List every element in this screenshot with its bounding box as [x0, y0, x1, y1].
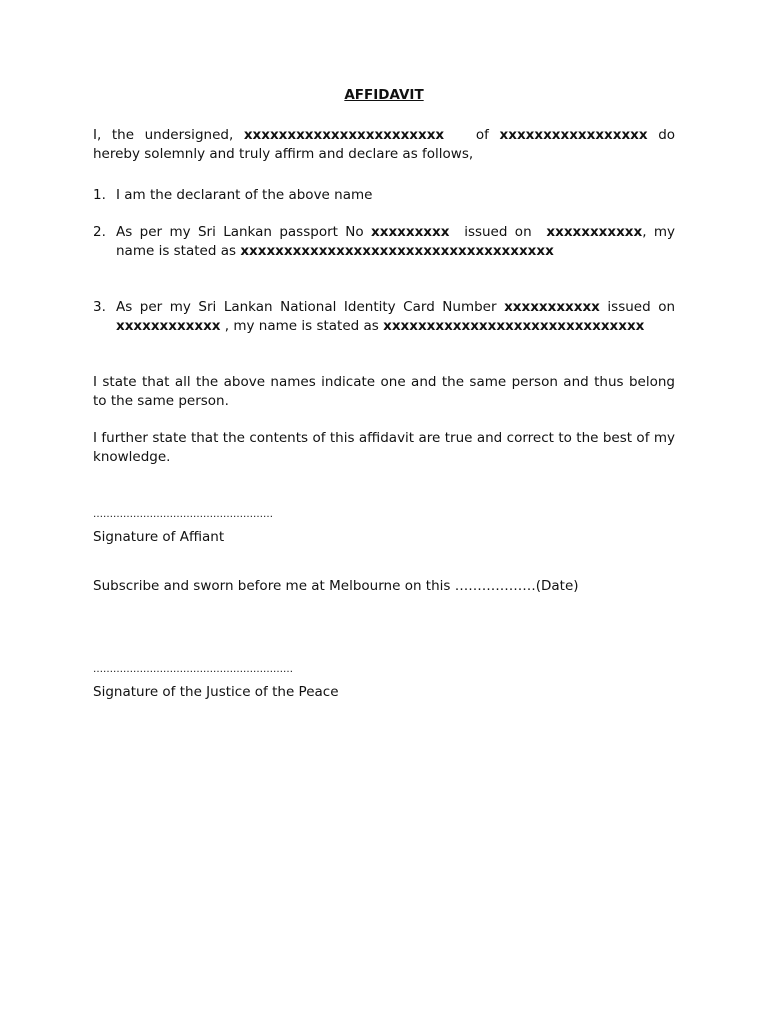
affiant-signature-label: Signature of Affiant — [93, 529, 225, 545]
jp-signature-label: Signature of the Justice of the Peace — [93, 684, 339, 700]
document-title: AFFIDAVIT — [344, 87, 424, 103]
item-text-a: As per my Sri Lankan National Identity Card Number — [116, 299, 497, 315]
declaration-item-1 — [93, 186, 675, 205]
item-text-c: , my name is stated as — [224, 318, 379, 334]
item-text-b: issued on — [464, 224, 532, 240]
intro-prefix: I, the undersigned, — [93, 127, 234, 143]
item-number: 2. — [93, 224, 106, 240]
jp-signature-line — [93, 659, 293, 679]
declaration-item-2 — [93, 223, 675, 261]
nic-issue-date-placeholder: xxxxxxxxxxxx — [116, 318, 221, 334]
nic-stated-name-placeholder: xxxxxxxxxxxxxxxxxxxxxxxxxxxxxx — [383, 318, 645, 334]
passport-number-placeholder: xxxxxxxxx — [371, 224, 450, 240]
statement-true-correct: I further state that the contents of this affidavit are true and correct to the best of my knowledge. — [93, 430, 675, 465]
passport-stated-name-placeholder: xxxxxxxxxxxxxxxxxxxxxxxxxxxxxxxxxxxx — [240, 243, 554, 259]
item-text-a: As per my Sri Lankan passport No — [116, 224, 364, 240]
intro-of: of — [475, 127, 489, 143]
item-text-b: issued on — [607, 299, 676, 315]
statement-same-person: I state that all the above names indicate one and the same person and thus belong to the same person. — [93, 374, 675, 409]
item-number: 1. — [93, 187, 106, 203]
sworn-statement — [93, 577, 579, 596]
affiant-signature-dots: ……………………………………………… — [93, 509, 273, 520]
item-text-c: , my name is stated as — [116, 224, 676, 259]
item-text: I am the declarant of the above name — [116, 187, 373, 203]
undersigned-name-placeholder: xxxxxxxxxxxxxxxxxxxxxxx — [243, 127, 445, 143]
jp-signature-dots: …………………………………………………… — [93, 664, 293, 675]
declaration-item-3 — [93, 298, 675, 336]
item-number: 3. — [93, 299, 106, 315]
intro-suffix: do hereby solemnly and truly affirm and declare as follows, — [93, 127, 676, 162]
sworn-text: Subscribe and sworn before me at Melbourne on this — [93, 578, 451, 594]
intro-paragraph — [93, 126, 675, 164]
address-placeholder: xxxxxxxxxxxxxxxxx — [499, 127, 648, 143]
sworn-date-label: (Date) — [535, 578, 579, 594]
sworn-date-dots: ……………… — [454, 578, 536, 594]
nic-number-placeholder: xxxxxxxxxxx — [504, 299, 600, 315]
affiant-signature-line — [93, 504, 273, 524]
passport-issue-date-placeholder: xxxxxxxxxxx — [546, 224, 643, 240]
